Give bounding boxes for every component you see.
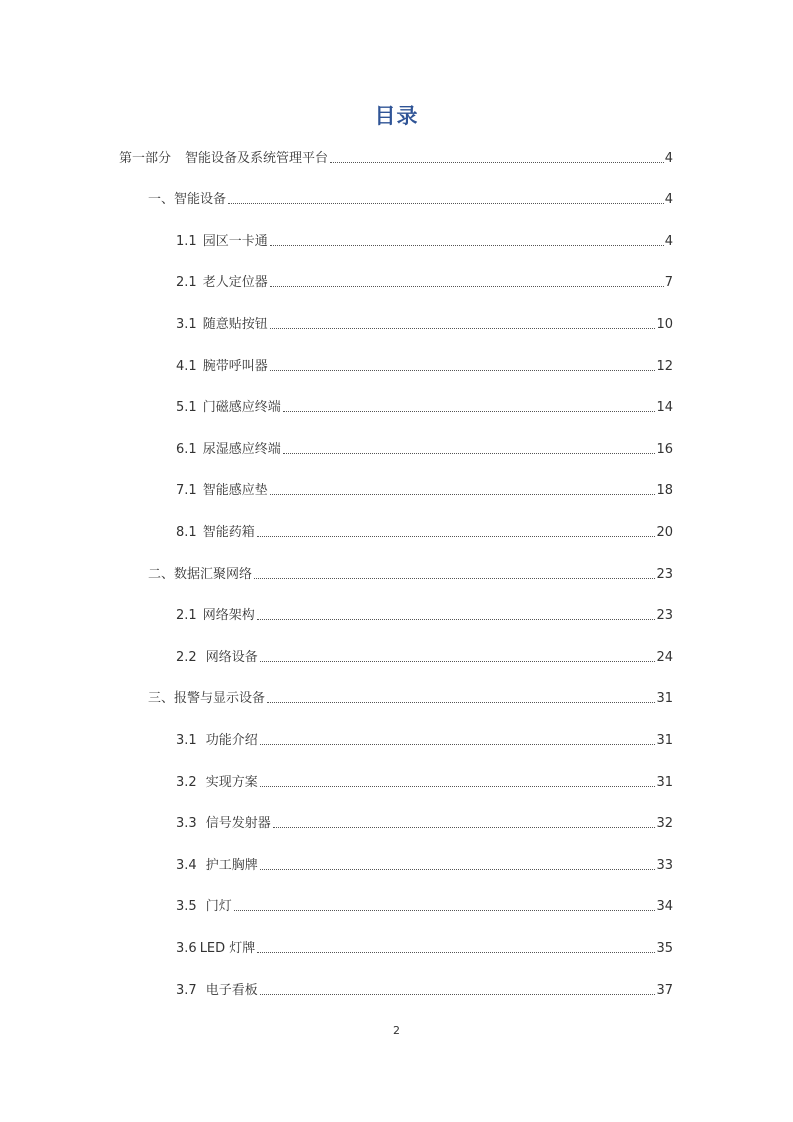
entry-number: 第一部分 xyxy=(119,151,172,166)
entry-number: 3.7 xyxy=(176,983,197,998)
toc-entry-3-2[interactable] xyxy=(176,774,673,792)
toc-entry-3-3[interactable] xyxy=(176,815,673,833)
entry-number: 三、 xyxy=(148,691,175,706)
entry-page-number: 4 xyxy=(664,234,673,249)
entry-label: 护工胸牌 xyxy=(205,858,258,873)
entry-label: 老人定位器 xyxy=(202,275,268,290)
entry-label: 智能感应垫 xyxy=(202,483,268,498)
entry-number: 3.6 xyxy=(176,941,197,956)
entry-label: LED 灯牌 xyxy=(199,941,256,956)
toc-entry-part-1[interactable] xyxy=(119,150,673,168)
entry-label: 功能介绍 xyxy=(205,733,258,748)
entry-label: 门磁感应终端 xyxy=(202,400,281,415)
toc-entry-4-1[interactable] xyxy=(176,358,673,376)
dot-leader xyxy=(234,909,656,911)
toc-entry-2-1[interactable] xyxy=(176,274,673,292)
dot-leader xyxy=(273,826,656,828)
dot-leader xyxy=(260,868,656,870)
entry-label: 数据汇聚网络 xyxy=(174,567,253,582)
entry-label: 智能设备及系统管理平台 xyxy=(185,151,329,166)
entry-page-number: 14 xyxy=(656,400,673,415)
entry-label: 门灯 xyxy=(205,899,232,914)
page-number: 2 xyxy=(393,1024,400,1037)
toc-entry-section-2[interactable] xyxy=(148,566,673,584)
entry-number: 1.1 xyxy=(176,234,197,249)
entry-number: 7.1 xyxy=(176,483,197,498)
toc-entry-3-4[interactable] xyxy=(176,857,673,875)
dot-leader xyxy=(257,951,655,953)
entry-number: 5.1 xyxy=(176,400,197,415)
entry-page-number: 7 xyxy=(664,275,673,290)
dot-leader xyxy=(270,327,656,329)
entry-page-number: 12 xyxy=(656,359,673,374)
dot-leader xyxy=(270,244,664,246)
toc-entry-section-1[interactable] xyxy=(148,191,673,209)
entry-page-number: 35 xyxy=(656,941,673,956)
dot-leader xyxy=(270,369,656,371)
toc-entry-3-6[interactable] xyxy=(176,940,673,958)
entry-number: 2.1 xyxy=(176,275,197,290)
toc-entry-7-1[interactable] xyxy=(176,482,673,500)
entry-number: 一、 xyxy=(148,192,175,207)
entry-label: 实现方案 xyxy=(205,775,258,790)
entry-label: 智能设备 xyxy=(174,192,227,207)
dot-leader xyxy=(270,285,664,287)
entry-page-number: 34 xyxy=(656,899,673,914)
dot-leader xyxy=(257,618,656,620)
dot-leader xyxy=(283,452,656,454)
entry-number: 2.2 xyxy=(176,650,197,665)
toc-entry-8-1[interactable] xyxy=(176,524,673,542)
dot-leader xyxy=(260,743,656,745)
entry-number: 8.1 xyxy=(176,525,197,540)
entry-number: 3.1 xyxy=(176,733,197,748)
entry-page-number: 24 xyxy=(656,650,673,665)
entry-page-number: 4 xyxy=(664,151,673,166)
entry-page-number: 18 xyxy=(656,483,673,498)
entry-page-number: 32 xyxy=(656,816,673,831)
toc-entry-3-1[interactable] xyxy=(176,316,673,334)
entry-page-number: 23 xyxy=(656,567,673,582)
entry-page-number: 37 xyxy=(656,983,673,998)
entry-page-number: 20 xyxy=(656,525,673,540)
entry-number: 6.1 xyxy=(176,442,197,457)
toc-entry-3-1-function[interactable] xyxy=(176,732,673,750)
entry-number: 3.5 xyxy=(176,899,197,914)
dot-leader xyxy=(257,535,656,537)
toc-entry-5-1[interactable] xyxy=(176,399,673,417)
toc-title: 目录 xyxy=(374,104,419,128)
entry-label: 信号发射器 xyxy=(205,816,271,831)
dot-leader xyxy=(260,785,656,787)
entry-number: 二、 xyxy=(148,567,175,582)
dot-leader xyxy=(267,701,655,703)
entry-page-number: 10 xyxy=(656,317,673,332)
toc-entry-1-1[interactable] xyxy=(176,233,673,251)
toc-entry-6-1[interactable] xyxy=(176,441,673,459)
dot-leader xyxy=(260,993,656,995)
entry-number: 2.1 xyxy=(176,608,197,623)
entry-page-number: 4 xyxy=(664,192,673,207)
toc-entry-2-1-network[interactable] xyxy=(176,607,673,625)
entry-number: 3.4 xyxy=(176,858,197,873)
entry-label: 尿湿感应终端 xyxy=(202,442,281,457)
entry-label: 智能药箱 xyxy=(202,525,255,540)
dot-leader xyxy=(283,410,656,412)
toc-entry-3-7[interactable] xyxy=(176,982,673,1000)
entry-label: 园区一卡通 xyxy=(202,234,268,249)
entry-label: 网络设备 xyxy=(205,650,258,665)
entry-label: 网络架构 xyxy=(202,608,255,623)
toc-entry-section-3[interactable] xyxy=(148,690,673,708)
dot-leader xyxy=(260,660,656,662)
entry-page-number: 31 xyxy=(656,733,673,748)
entry-number: 3.2 xyxy=(176,775,197,790)
dot-leader xyxy=(270,493,656,495)
entry-label: 报警与显示设备 xyxy=(174,691,266,706)
entry-label: 随意贴按钮 xyxy=(202,317,268,332)
entry-page-number: 16 xyxy=(656,442,673,457)
entry-label: 腕带呼叫器 xyxy=(202,359,268,374)
entry-page-number: 33 xyxy=(656,858,673,873)
toc-entry-3-5[interactable] xyxy=(176,898,673,916)
entry-number: 3.1 xyxy=(176,317,197,332)
entry-page-number: 31 xyxy=(656,691,673,706)
toc-entry-2-2[interactable] xyxy=(176,649,673,667)
entry-number: 3.3 xyxy=(176,816,197,831)
dot-leader xyxy=(254,577,655,579)
dot-leader xyxy=(228,202,664,204)
dot-leader xyxy=(330,161,664,163)
entry-number: 4.1 xyxy=(176,359,197,374)
entry-label: 电子看板 xyxy=(205,983,258,998)
entry-page-number: 31 xyxy=(656,775,673,790)
entry-page-number: 23 xyxy=(656,608,673,623)
